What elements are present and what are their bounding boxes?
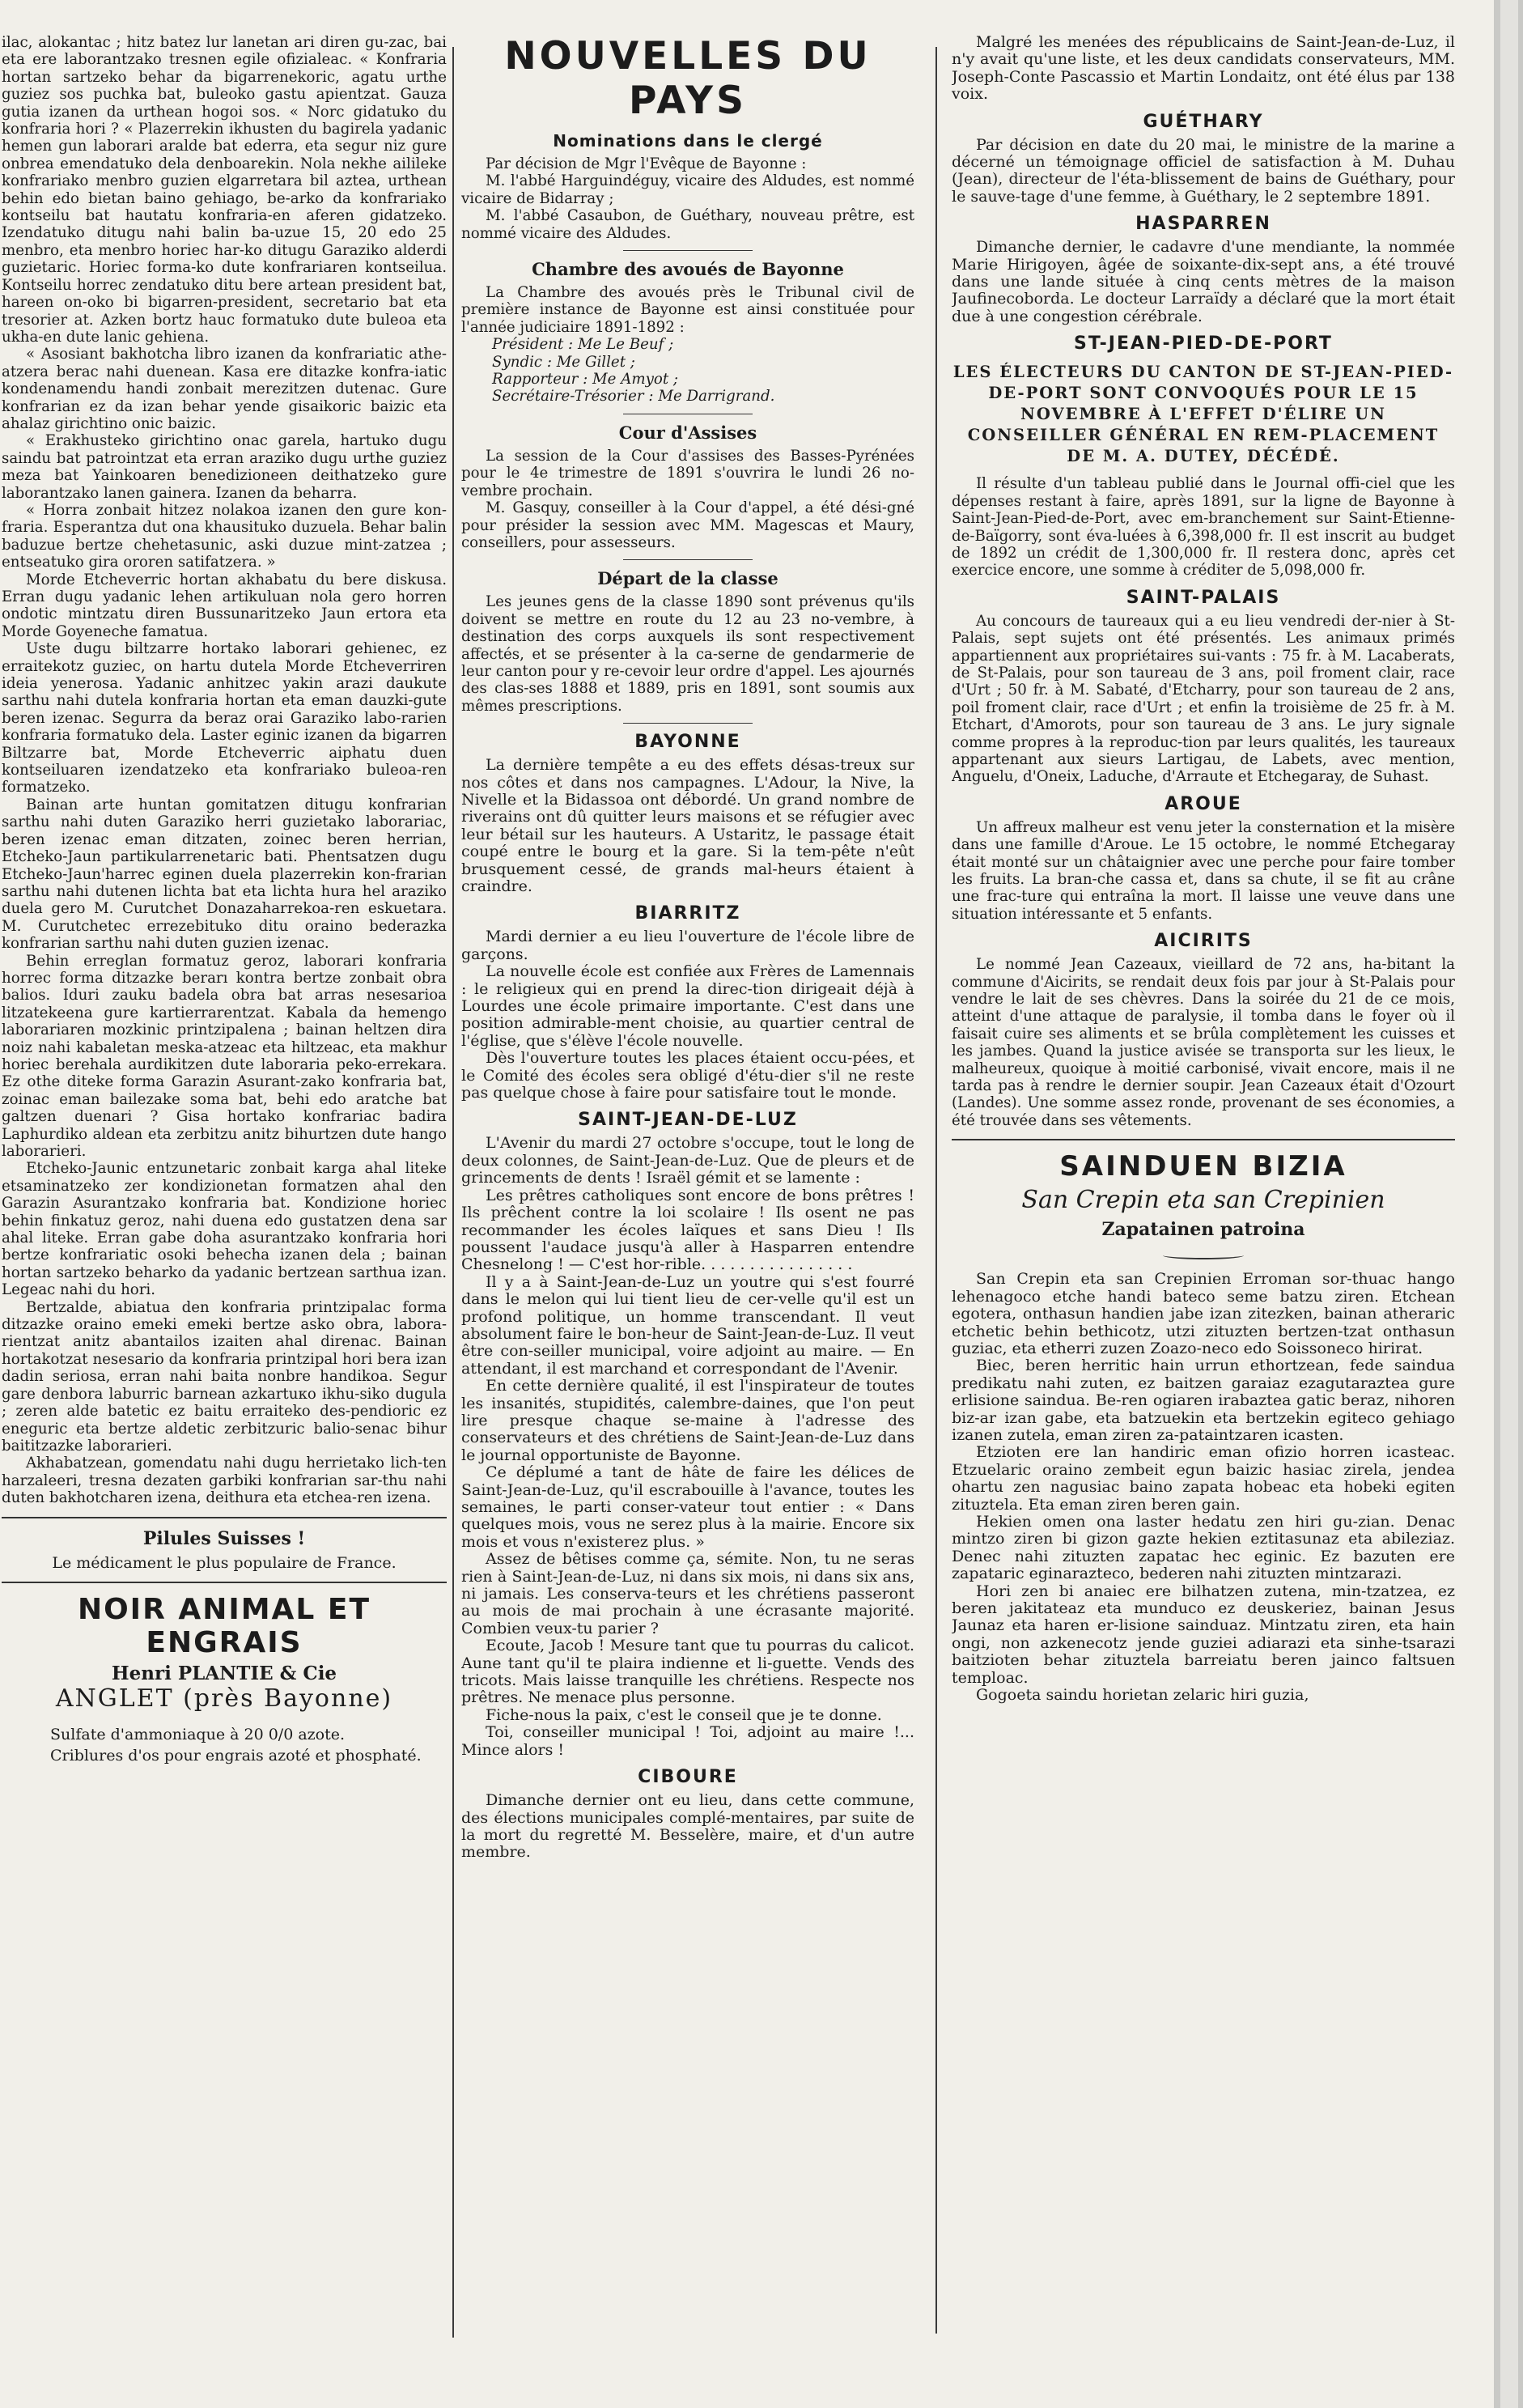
paragraph: M. Gasquy, conseiller à la Cour d'appel, a été dési-gné pour présider la session avec MM. Magescas et Maury, conseillers, pour assesseurs. (461, 499, 914, 551)
section-heading: Nominations dans le clergé (553, 131, 823, 151)
section-heading: SAINT-PALAIS (1126, 587, 1281, 608)
section-heading: HASPARREN (1135, 214, 1271, 235)
list-item: Président : Me Le Beuf ; (492, 336, 674, 354)
paragraph: M. l'abbé Harguindéguy, vicaire des Aldudes, est nommé vicaire de Bidarray ; (461, 172, 914, 207)
divider (623, 250, 753, 251)
paragraph: Etzioten ere lan handiric eman ofizio horren icasteac. Etzuelaric oraino zembeit egun baizic hasiac zirela, jendea ohartu zen nagusiac baino zapata hobeac eta hobeki egiten zituztela. Eta eman ziren beren gain. (952, 1443, 1455, 1514)
paragraph: Le nommé Jean Cazeaux, vieillard de 72 ans, ha-bitant la commune d'Aicirits, se rendait deux fois par jour à St-Palais pour vendre le lait de ses chèvres. Dans la soirée du 21 de ce mois, atteint d'une attaque de paralysie, il tomba dans le foyer où il faisait cuire ses aliments et se brûla complètement les cuisses et les jambes. Quand la justice avisée se transporta sur les lieux, le malheureux, quoique à moitié carbonisé, vivait encore, mais il ne tarda pas à rendre le dernier soupir. Jean Cazeaux était d'Ozourt (Landes). Une somme assez ronde, provenant de ses économies, a été trouvée dans ses vêtements. (952, 956, 1455, 1129)
paragraph: La Chambre des avoués près le Tribunal civil de première instance de Bayonne est ainsi constituée pour l'année judiciaire 1891-1892 : (461, 284, 914, 336)
section-heading: BAYONNE (634, 732, 741, 753)
column-rule (452, 47, 454, 2338)
section-masthead: NOUVELLES DU PAYS (504, 34, 872, 123)
paragraph: Hekien omen ona laster hedatu zen hiri gu-zian. Denac mintzo ziren bi gizon gazte hekien eztitasunaz eta abileziaz. Denec nahi zituzten zapatac hec eginic. Ez bazuten ere zapataric eginarazteco, bederen nahi zituzten mintzarazi. (952, 1512, 1455, 1583)
section-heading: Départ de la classe (597, 568, 778, 589)
paragraph: Behin erreglan formatuz geroz, laborari konfraria horrec forma ditzazke berarı kontra bertze zonbait obra balios. Iduri zauku badela obra bat arras nesesarioa litzatekeena gure kartierrarentzat. Kabala da hemengo laborariaren mozkinic printzipalena ; bainan heltzen dira noiz nahi kabaletan meska-atzeac eta hiltzeac, eta makhur horiec berehala aurdikitzen dute laboraria peko-errekara. Ez othe ditеke forma Garazin Asurant-zako konfraria bat, zoinac eman bailezake soma bat, behi edo aratche bat galtzen duenari ? Gisa hortako konfrariac badira Laphurdiko aldean eta zerbitzu anitz bihurtzen dute hango laborarieri. (2, 952, 447, 1160)
divider (623, 723, 753, 724)
paragraph: Les jeunes gens de la classe 1890 sont prévenus qu'ils doivent se mettre en route du 12 au 23 no-vembre, à destination des corps auxquels ils sont respectivement affectés, et se présenter à la ca-serne de gendarmerie de leur canton pour y re-cevoir leur ordre d'appel. Les ajournés des clas-ses 1888 et 1889, pris en 1891, sont soumis aux mêmes prescriptions. (461, 593, 914, 715)
column-rule (935, 47, 937, 2334)
section-heading: SAINT-JEAN-DE-LUZ (578, 1110, 798, 1131)
list-item: Rapporteur : Me Amyot ; (492, 371, 679, 389)
paragraph: Gogoeta saindu horietan zelaric hiri guzia, (976, 1686, 1309, 1705)
paragraph: Uste dugu biltzarre hortako laborari gehienec, ez erraitekotz guziec, on hartu dutela Morde Etcheverriren ideia yenerosa. Yadanic anhitzec yakin arazi daukute sarthu nahi dutela konfraria hortan eta eman dauzki-gute beren izenac. Segurra da beraz orai Garaziko labo-rarien konfraria formatuko dela. Laster eginic izanen da bigarren Biltzarre bat, Morde Etcheverric aiphatu duen kontseiluaren izendatzeko eta konfrariako buleoa-ren formatzeko. (2, 640, 447, 796)
paragraph: Etcheko-Jaunic entzunetaric zonbait karga ahal litеke etsaminatzeko zer kondizionetan formatzen ahal den Garazin Asurantzako konfraria bat. Kondizione horiec behin finkatuz geroz, nahi duena edo gustatzen dena sar ahal liteke. Erran gabe doha asurantzako konfraria hori bertze konfrariatic osoki behecha izanen dela ; bainan hortan sartzeko beharko da yadanic bertzean sarthua izan. Legeac nahi du hori. (2, 1160, 447, 1299)
saints-banner-title: SAINDUEN BIZIA (1059, 1150, 1347, 1183)
section-heading: CIBOURE (638, 1767, 738, 1788)
paragraph: Toi, conseiller municipal ! Toi, adjoint au maire !... Mince alors ! (461, 1723, 914, 1759)
paragraph: San Crepin eta san Crepinien Erroman sor-thuac hango lehenagoco etche handi bateco seme batzu ziren. Etchean egotera, onthasun handien jabe izan zitezken, bainan atheraric etchetic behin bethicotz, utzi zituzten bertzen-tzat onthasun guziac, eta etherri zuzen Zoazo-neco edo Soissoneco hirirat. (952, 1270, 1455, 1357)
paragraph: Ce déplumé a tant de hâte de faire les délices de Saint-Jean-de-Luz, qu'il escrabouille à l'avance, toutes les semaines, le parti conser-vateur tout entier : « Dans quelques mois, vous ne serez plus à la mairie. Encore six mois et vous n'existerez plus. » (461, 1463, 914, 1551)
paragraph: La nouvelle école est confiée aux Frères de Lamennais : le religieux qui en prend la direc-tion dirigeait déjà à Lourdes une école primaire importante. C'est dans une position admirable-ment choisie, au quartier central de l'église, que s'élève l'école nouvelle. (461, 962, 914, 1050)
section-heading: GUÉTHARY (1143, 111, 1264, 132)
paragraph: Les prêtres catholiques sont encore de bons prêtres ! Ils prêchent contre la loi scolaire ! Ils osent ne pas recommander les écoles laïques et sans Dieu ! Ils poussent l'audace jusqu'à aller à Hasparren entendre Chesnelong ! — C'est hor-rible. . . . . . . . . . . . . . . . (461, 1186, 914, 1274)
section-heading: AROUE (1165, 793, 1242, 814)
paragraph: Malgré les menées des républicains de Saint-Jean-de-Luz, il n'y avait qu'une liste, et les deux candidats conservateurs, MM. Joseph-Conte Pascassio et Martin Londaitz, ont été élus par 138 voix. (952, 34, 1455, 104)
engrais-ad-line: Criblures d'os pour engrais azoté et phosphaté. (50, 1746, 422, 1765)
election-notice: LES ÉLECTEURS DU CANTON DE ST-JEAN-PIED-DE-PORT SONT CONVOQUÉS POUR LE 15 NOVEMBRE À L'EFFET D'ÉLIRE UN CONSEILLER GÉNÉRAL EN REM-PLACEMENT DE M. A. DUTEY, DÉCÉDÉ. (952, 363, 1454, 466)
paragraph: La session de la Cour d'assises des Basses-Pyrénées pour le 4e trimestre de 1891 s'ouvrira le lundi 26 no-vembre prochain. (461, 447, 914, 499)
pill-ad-text: Le médicament le plus populaire de France. (52, 1553, 397, 1572)
paragraph: Dimanche dernier ont eu lieu, dans cette commune, des élections municipales complé-mentaires, par suite de la mort du regretté M. Besselère, maire, et d'un autre membre. (461, 1791, 914, 1862)
paragraph: Mardi dernier a eu lieu l'ouverture de l'école libre de garçons. (461, 928, 914, 963)
column-basque-article (2, 34, 447, 1766)
section-heading: AICIRITS (1154, 931, 1253, 952)
section-heading: BIARRITZ (634, 903, 741, 924)
paragraph: La dernière tempête a eu des effets désas-treux sur nos côtes et dans nos campagnes. L'Adour, la Nive, la Nivelle et la Bidassoa ont débordé. Un grand nombre de riverains ont dû quitter leurs maisons et se réfugier avec leur bétail sur les hauteurs. A Ustaritz, le passage était coupé entre le bourg et la gare. Si la tem-pête n'eût brusquement cessé, de grands mal-heurs étaient à craindre. (461, 756, 914, 895)
list-item: Syndic : Me Gillet ; (492, 353, 635, 371)
paragraph: « Erakhusteko girichtino onac garela, hartuko dugu saindu bat patrointzat eta erran araziko dugu urthe guziez meza bat Yainkoaren benedizioneen deithatzeko gure laborantzako lanen gainera. Izanen da beharra. (2, 432, 447, 502)
section-heading: ST-JEAN-PIED-DE-PORT (1074, 333, 1333, 355)
section-heading: Chambre des avoués de Bayonne (532, 259, 844, 280)
list-item: Secrétaire-Trésorier : Me Darrigrand. (492, 388, 775, 406)
paragraph: Bainan arte huntan gomitatzen ditugu konfrarian sarthu nahi duten Garaziko herri guzietako laborariac, beren izenac eman ditzaten, zoinec beren herrian, Etcheko-Jaun partikularrenetaric bati. Phentsatzen dugu Etcheko-Jaun'harrec eginen duela plazerrekin kon-frarian sarthu nahi dutenen lichta bat eta lichta hura hel araziko duela gero M. Curutchet Donazaharrekoa-ren eskuetara. M. Curutchetec errezebituko ditu oraino bederazka konfrarian sarthu nahi duten guzien izenac. (2, 796, 447, 953)
paragraph: « Horra zonbait hitzez nolakoa izanen den gure kon-fraria. Esperantza dut ona khausituko duzuela. Behar balin baduzue bertze chehetasunic, aski duzue mint-zatzea ; entseatuko gira ororen satifatzera. » (2, 501, 447, 571)
paragraph: M. l'abbé Casaubon, de Guéthary, nouveau prêtre, est nommé vicaire des Aldudes. (461, 207, 914, 242)
paragraph: Dimanche dernier, le cadavre d'une mendiante, la nommée Marie Hirigoyen, âgée de soixante-dix-sept ans, a été trouvé dans une lande située à cinq cents mètres de la maison Jaufinecoborda. Le docteur Larraïdy a déclaré que la mort était due à une congestion cérébrale. (952, 238, 1455, 325)
divider (623, 559, 753, 560)
paragraph: Il y a à Saint-Jean-de-Luz un youtre qui s'est fourré dans le melon qui lui tient lieu de cer-velle qu'il est un profond politique, un homme transcendant. Il veut absolument faire le bon-heur de Saint-Jean-de-Luz. Il veut être con-seiller municipal, voire adjoint au maire. — En attendant, il est marchand et correspondant de l'Avenir. (461, 1272, 914, 1378)
engrais-ad-line: Sulfate d'ammoniaque à 20 0/0 azote. (50, 1725, 346, 1743)
paragraph: Biec, beren herritic hain urrun ethortzean, fede saindua predikatu nahi zuten, ez baitzen garaiaz ezagutarazteа gure erlisione saindua. Be-ren ogiaren irabaztea gatic beraz, nihoren biz-ar izan gabe, eta batzuekin eta bertzekin egiteco gehiago izanen zutela, eman ziren za-pataintzaren icasten. (952, 1357, 1455, 1444)
pill-ad-title: Pilules Suisses ! (142, 1527, 306, 1549)
paragraph: ilac, alokantac ; hitz batez lur lanetan ari diren gu-zac, bai eta ere laborantzako tresnen egile ofizialeac. « Konfraria hortan sartzeko behar da bigarrenekoric, agatu urthe guziez sos puchka bat, buleoko gastu apientzat. Gauza gutia izanen da urthean hogoi sos. « Norc gidatuko du konfraria hori ? « Plazerrekin ikhusten du bagirela yadanic hemen gun laborari araldе bat ederra, eta segur niz gure onbrea emendatuko dela denboarekin. Nola nekhe ailileke konfrariako menbro guzien elgarretara bil aztea, urthean behin edo bietan baino gehiago, be-arko da konfrariako kontseilu bat hautatu konfraria-en aferen gidatzeko. Izendatuko ditugu nahi balin ba-uzue 15, 20 edo 25 menbro, eta menbro horiec har-ko ditugu Garaziko alderdi guzietaric. Horiec forma-ko dute konfrariaren kontseilua. Kontseilu horrec zendatuko ditu bere artean president bat, hareen on-oko bi bigarren-president, secretario bat eta tresorier at. Azken bortz hauc formatuko dute buleoa eta ukha-en dute lanic gehiena. (2, 34, 447, 346)
column-nouvelles (461, 34, 914, 1862)
paragraph: Il résulte d'un tableau publié dans le Journal offi-ciel que les dépenses restant à faire, après 1891, sur la ligne de Bayonne à Saint-Jean-Pied-de-Port, avec em-branchement sur Saint-Etienne-de-Baïgorry, sont éva-luées à 6,398,000 fr. Il est inscrit au budget de 1892 un crédit de 1,300,000 fr. Il restera donc, après cet exercice encore, une somme à créditer de 5,098,000 fr. (952, 475, 1455, 580)
divider (2, 1582, 447, 1583)
section-heading: Cour d'Assises (618, 422, 757, 443)
paragraph: Dès l'ouverture toutes les places étaient occu-pées, et le Comité des écoles sera obligé d'étu-dier s'il ne reste pas quelque chose à faire pour satisfaire tout le monde. (461, 1049, 914, 1102)
paragraph: Hori zen bi anaiec ere bilhatzen zutena, min-tzatzea, ez beren jakitateaz eta munduco ez deuskeriez, bainan Jesus Jaunaz eta haren er-lisione sainduaz. Mintzatu ziren, eta hain ongi, non azkenecotz jende guziei adiarazi eta sinhe-tsarazi baitzioten behar zituztela barreiatu beren jainco faltsuen templоac. (952, 1582, 1455, 1687)
paragraph: « Asosiant bakhotcha libro izanen da konfrariatic athe-atzera berac nahi duenean. Kasa ere ditazke konfra-iatic kondenamendu handi zonbait merezitzen dutenac. Gure konfrarian ez da izan behar yende gisaikoric baizic eta ahalaz girichtino onic baizic. (2, 346, 447, 432)
divider (952, 1139, 1455, 1140)
saints-banner-subtitle: Zapatainen patroina (1101, 1219, 1305, 1241)
engrais-ad-title: NOIR ANIMAL ET ENGRAIS (77, 1592, 371, 1659)
column-local-news (952, 34, 1455, 1704)
page-edge (1494, 0, 1523, 2408)
paragraph: Akhabatzean, gomendatu nahi dugu herrietako lich-ten harzaleeri, tresna dezaten garbiki konfrarian sar-thu nahi duten bakhotcharen izena, deithura eta etchea-ren izena. (2, 1455, 447, 1507)
paragraph: En cette dernière qualité, il est l'inspirateur de toutes les insanités, stupidités, calembre-daines, que l'on peut lire presque chaque se-maine à l'adresse des conservateurs et des chrétiens de Saint-Jean-de-Luz dans le journal opportuniste de Bayonne. (461, 1377, 914, 1464)
paragraph: Fiche-nous la paix, c'est le conseil que je te donne. (486, 1705, 882, 1724)
paragraph: Au concours de taureaux qui a eu lieu vendredi der-nier à St-Palais, sept sujets ont été présentés. Les animaux primés appartiennent aux propriétaires sui-vants : 75 fr. à M. Lacaberats, de St-Palais, pour son taureau de 3 ans, poil froment clair, race d'Urt ; 50 fr. à M. Sabaté, d'Etcharry, pour son taureau de 2 ans, poil froment clair, race d'Urt ; et enfin la troisième de 25 fr. à M. Etchart, d'Amorots, pour son taureau de 3 ans. Le jury signale comme propres à la reproduc-tion par leurs qualités, les taureaux appartenant aux sieurs Lartigau, de Labets, avec mention, Anguelu, d'Oneix, Laduche, d'Arraute et Etchegaray, de Suhast. (952, 612, 1455, 786)
divider (2, 1517, 447, 1518)
paragraph: Par décision en date du 20 mai, le ministre de la marine a décerné un témoignage officiel de satisfaction à M. Duhau (Jean), directeur de l'éta-blissement de bains de Guéthary, pour le sauve-tage d'une femme, à Guéthary, le 2 septembre 1891. (952, 135, 1455, 206)
saints-banner-subtitle: San Crepin eta san Crepinien (1021, 1186, 1385, 1215)
paragraph: Par décision de Mgr l'Evêque de Bayonne : (486, 155, 807, 172)
paragraph: Bertzalde, abiatua den konfraria printzipalac forma ditzazke oraino emeki emeki bertze asko obra, labora-rientzat anitz abantailos izaiten ahal direnac. Bainan hortakotzat nesesario da konfraria printzipal hori bera izan dadin seriosa, erran nahi baita nonbre handikoa. Segur gare denbora laburric barnean azkartuко ikhu-siko dugula ; zeren alde batetic ez baitu erraiteko des-pendioric ez eneguric eta bertze aldetic zerbitzuric balio-senac bihur baititzazke laborarieri. (2, 1298, 447, 1455)
engrais-ad-place: ANGLET (près Bayonne) (55, 1684, 393, 1713)
paragraph: Un affreux malheur est venu jeter la consternation et la misère dans une famille d'Aroue. Le 15 octobre, le nommé Etchegaray était monté sur un châtaignier avec une perche pour faire tomber les fruits. La bran-che cassa et, dans sa chute, il se fit au crâne une frac-ture qui entraîna la mort. Il laisse une veuve dans une situation intéressante et 5 enfants. (952, 818, 1455, 923)
engrais-ad-company: Henri PLANTIE & Cie (111, 1662, 337, 1684)
paragraph: Morde Etcheverric hortan akhabatu du bere diskusa. Erran dugu yadanic lehen artikuluan nola gero horren ondotic mintzatu diren Bussunaritzeko Jaun ertora eta Morde Goyeneche famatua. (2, 571, 447, 640)
paragraph: Assez de bêtises comme ça, sémite. Non, tu ne seras rien à Saint-Jean-de-Luz, ni dans six mois, ni dans six ans, ni jamais. Les conserva-teurs et les chrétiens passeront au mois de mai prochain à une écrasante majorité. Combien veux-tu parier ? (461, 1550, 914, 1637)
paragraph: L'Avenir du mardi 27 octobre s'occupe, tout le long de deux colonnes, de Saint-Jean-de-Luz. Que de pleurs et de grincements de dents ! Israël gémit et se lamente : (461, 1134, 914, 1187)
ornament-icon (1163, 1251, 1244, 1259)
paragraph: Ecoute, Jacob ! Mesure tant que tu pourras du calicot. Aune tant qu'il te plaira indienne et li-guette. Vends des tricots. Mais laisse tranquille les chrétiens. Respecte nos prêtres. Ne menace plus personne. (461, 1637, 914, 1707)
